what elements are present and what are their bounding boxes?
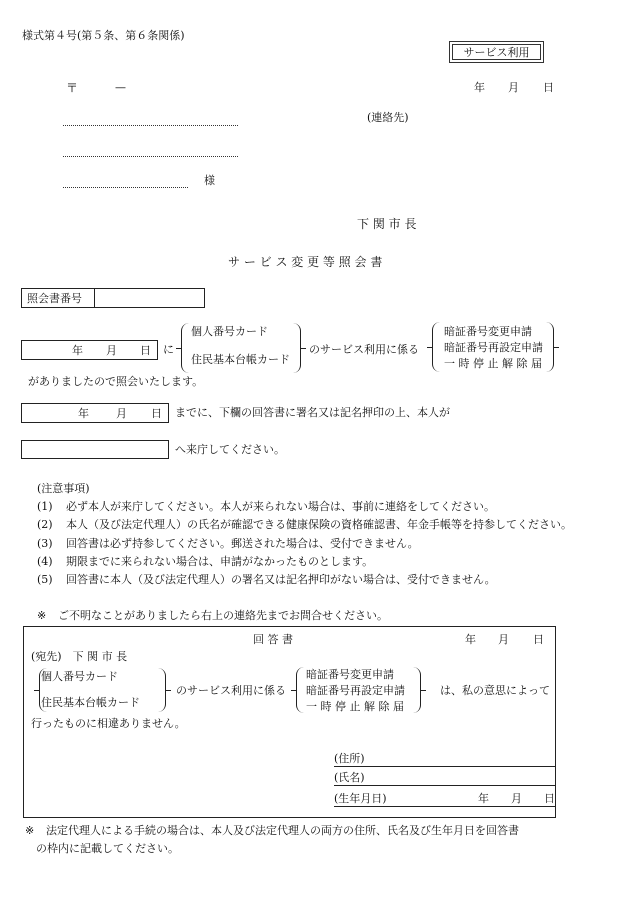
deadline-text: までに、下欄の回答書に署名又は記名押印の上、本人が (175, 406, 450, 419)
inquiry-card-1: 個人番号カード (191, 325, 268, 338)
reply-birth-year: 年 (478, 792, 489, 805)
honorific: 様 (204, 174, 215, 187)
reply-address-label: (住所) (334, 752, 365, 765)
reply-app-3: 一 時 停 止 解 除 届 (306, 700, 404, 713)
service-badge (449, 41, 544, 63)
reply-birth-month: 月 (511, 792, 522, 805)
inquiry-number-divider (94, 288, 95, 308)
reply-apps-brace-left (296, 667, 304, 713)
form-number: 様式第４号(第５条、第６条関係) (22, 29, 185, 42)
inquiry-note: ご不明なことがありましたら右上の連絡先までお問合せください。 (58, 609, 388, 622)
footer-line-1: 法定代理人による手続の場合は、本人及び法定代理人の両方の住所、氏名及び生年月日を回答書 (46, 824, 519, 837)
name-line[interactable] (63, 187, 188, 188)
postal-dash: — (115, 81, 126, 94)
note-4-text: 期限までに来られない場合は、申請がなかったものとします。 (66, 555, 374, 568)
visit-text: へ来庁してください。 (175, 443, 285, 456)
reply-date-year: 年 (465, 633, 476, 646)
apps-brace-left (432, 322, 440, 372)
cards-brace-left (181, 323, 189, 373)
service-badge-label: サービス利用 (452, 44, 541, 60)
mayor-name: 下 関 市 長 (357, 217, 417, 231)
reply-card-2: 住民基本台帳カード (41, 696, 140, 709)
reply-intent-text: は、私の意思によって (440, 684, 550, 697)
inquiry-app-2: 暗証番号再設定申請 (444, 341, 543, 354)
note-3-num: (3) (37, 537, 53, 550)
apps-brace-right (546, 322, 554, 372)
note-2-num: (2) (37, 518, 53, 531)
reply-card-1: 個人番号カード (41, 670, 118, 683)
postal-mark: 〒 (66, 81, 79, 95)
note-2-text: 本人（及び法定代理人）の氏名が確認できる健康保険の資格確認書、年金手帳等を持参してください。 (66, 518, 572, 531)
inquiry-date-box[interactable] (21, 340, 158, 360)
note-5-num: (5) (37, 573, 53, 586)
inquiry-date-month: 月 (106, 344, 117, 357)
reply-addressee: (宛先) 下 関 市 長 (31, 650, 128, 663)
inquiry-app-3: 一 時 停 止 解 除 届 (444, 357, 542, 370)
header-date-year: 年 (474, 81, 485, 94)
inquiry-number-label: 照会書番号 (27, 292, 82, 305)
inquiry-note-mark: ※ (37, 609, 47, 622)
inquiry-app-1: 暗証番号変更申請 (444, 325, 532, 338)
reply-address-line[interactable] (334, 766, 555, 767)
footer-line-2: の枠内に記載してください。 (36, 842, 179, 855)
header-date-day: 日 (543, 81, 554, 94)
footer-mark: ※ (25, 824, 35, 837)
reply-name-line[interactable] (334, 785, 555, 786)
reply-cards-brace-right (158, 668, 166, 712)
reply-confirm-text: 行ったものに相違ありません。 (31, 717, 186, 730)
inquiry-date-year: 年 (72, 344, 83, 357)
reply-name-label: (氏名) (334, 771, 365, 784)
reply-service-text: のサービス利用に係る (176, 684, 286, 697)
inquiry-date-day: 日 (140, 344, 151, 357)
reply-apps-brace-right (413, 667, 421, 713)
page-title: サ ー ビ ス 変 更 等 照 会 書 (228, 255, 383, 269)
notes-heading: (注意事項) (37, 482, 90, 495)
reply-birth-day: 日 (544, 792, 555, 805)
deadline-month: 月 (116, 407, 127, 420)
reply-title: 回 答 書 (253, 633, 293, 646)
note-5-text: 回答書に本人（及び法定代理人）の署名又は記名押印がない場合は、受付できません。 (66, 573, 496, 586)
inquiry-number-box (21, 288, 205, 308)
inquiry-closing: がありましたので照会いたします。 (28, 375, 204, 388)
inquiry-service-text: のサービス利用に係る (309, 343, 419, 356)
note-1-num: (1) (37, 500, 53, 513)
reply-app-2: 暗証番号再設定申請 (306, 684, 405, 697)
reply-date-month: 月 (498, 633, 509, 646)
reply-birth-label: (生年月日) (334, 792, 387, 805)
cards-brace-right (293, 323, 301, 373)
particle-ni: に (163, 343, 174, 356)
reply-birth-line[interactable] (334, 806, 555, 807)
note-3-text: 回答書は必ず持参してください。郵送された場合は、受付できません。 (66, 537, 419, 550)
note-1-text: 必ず本人が来庁してください。本人が来られない場合は、事前に連絡をしてください。 (66, 500, 495, 513)
header-date-month: 月 (508, 81, 519, 94)
visit-place-box[interactable] (21, 440, 169, 459)
contact-label: (連絡先) (367, 111, 409, 124)
deadline-year: 年 (78, 407, 89, 420)
note-4-num: (4) (37, 555, 53, 568)
reply-date-day: 日 (533, 633, 544, 646)
deadline-date-box[interactable] (21, 403, 169, 423)
address-line-1[interactable] (63, 125, 238, 126)
address-line-2[interactable] (63, 156, 238, 157)
inquiry-card-2: 住民基本台帳カード (191, 353, 290, 366)
deadline-day: 日 (151, 407, 162, 420)
reply-app-1: 暗証番号変更申請 (306, 668, 394, 681)
